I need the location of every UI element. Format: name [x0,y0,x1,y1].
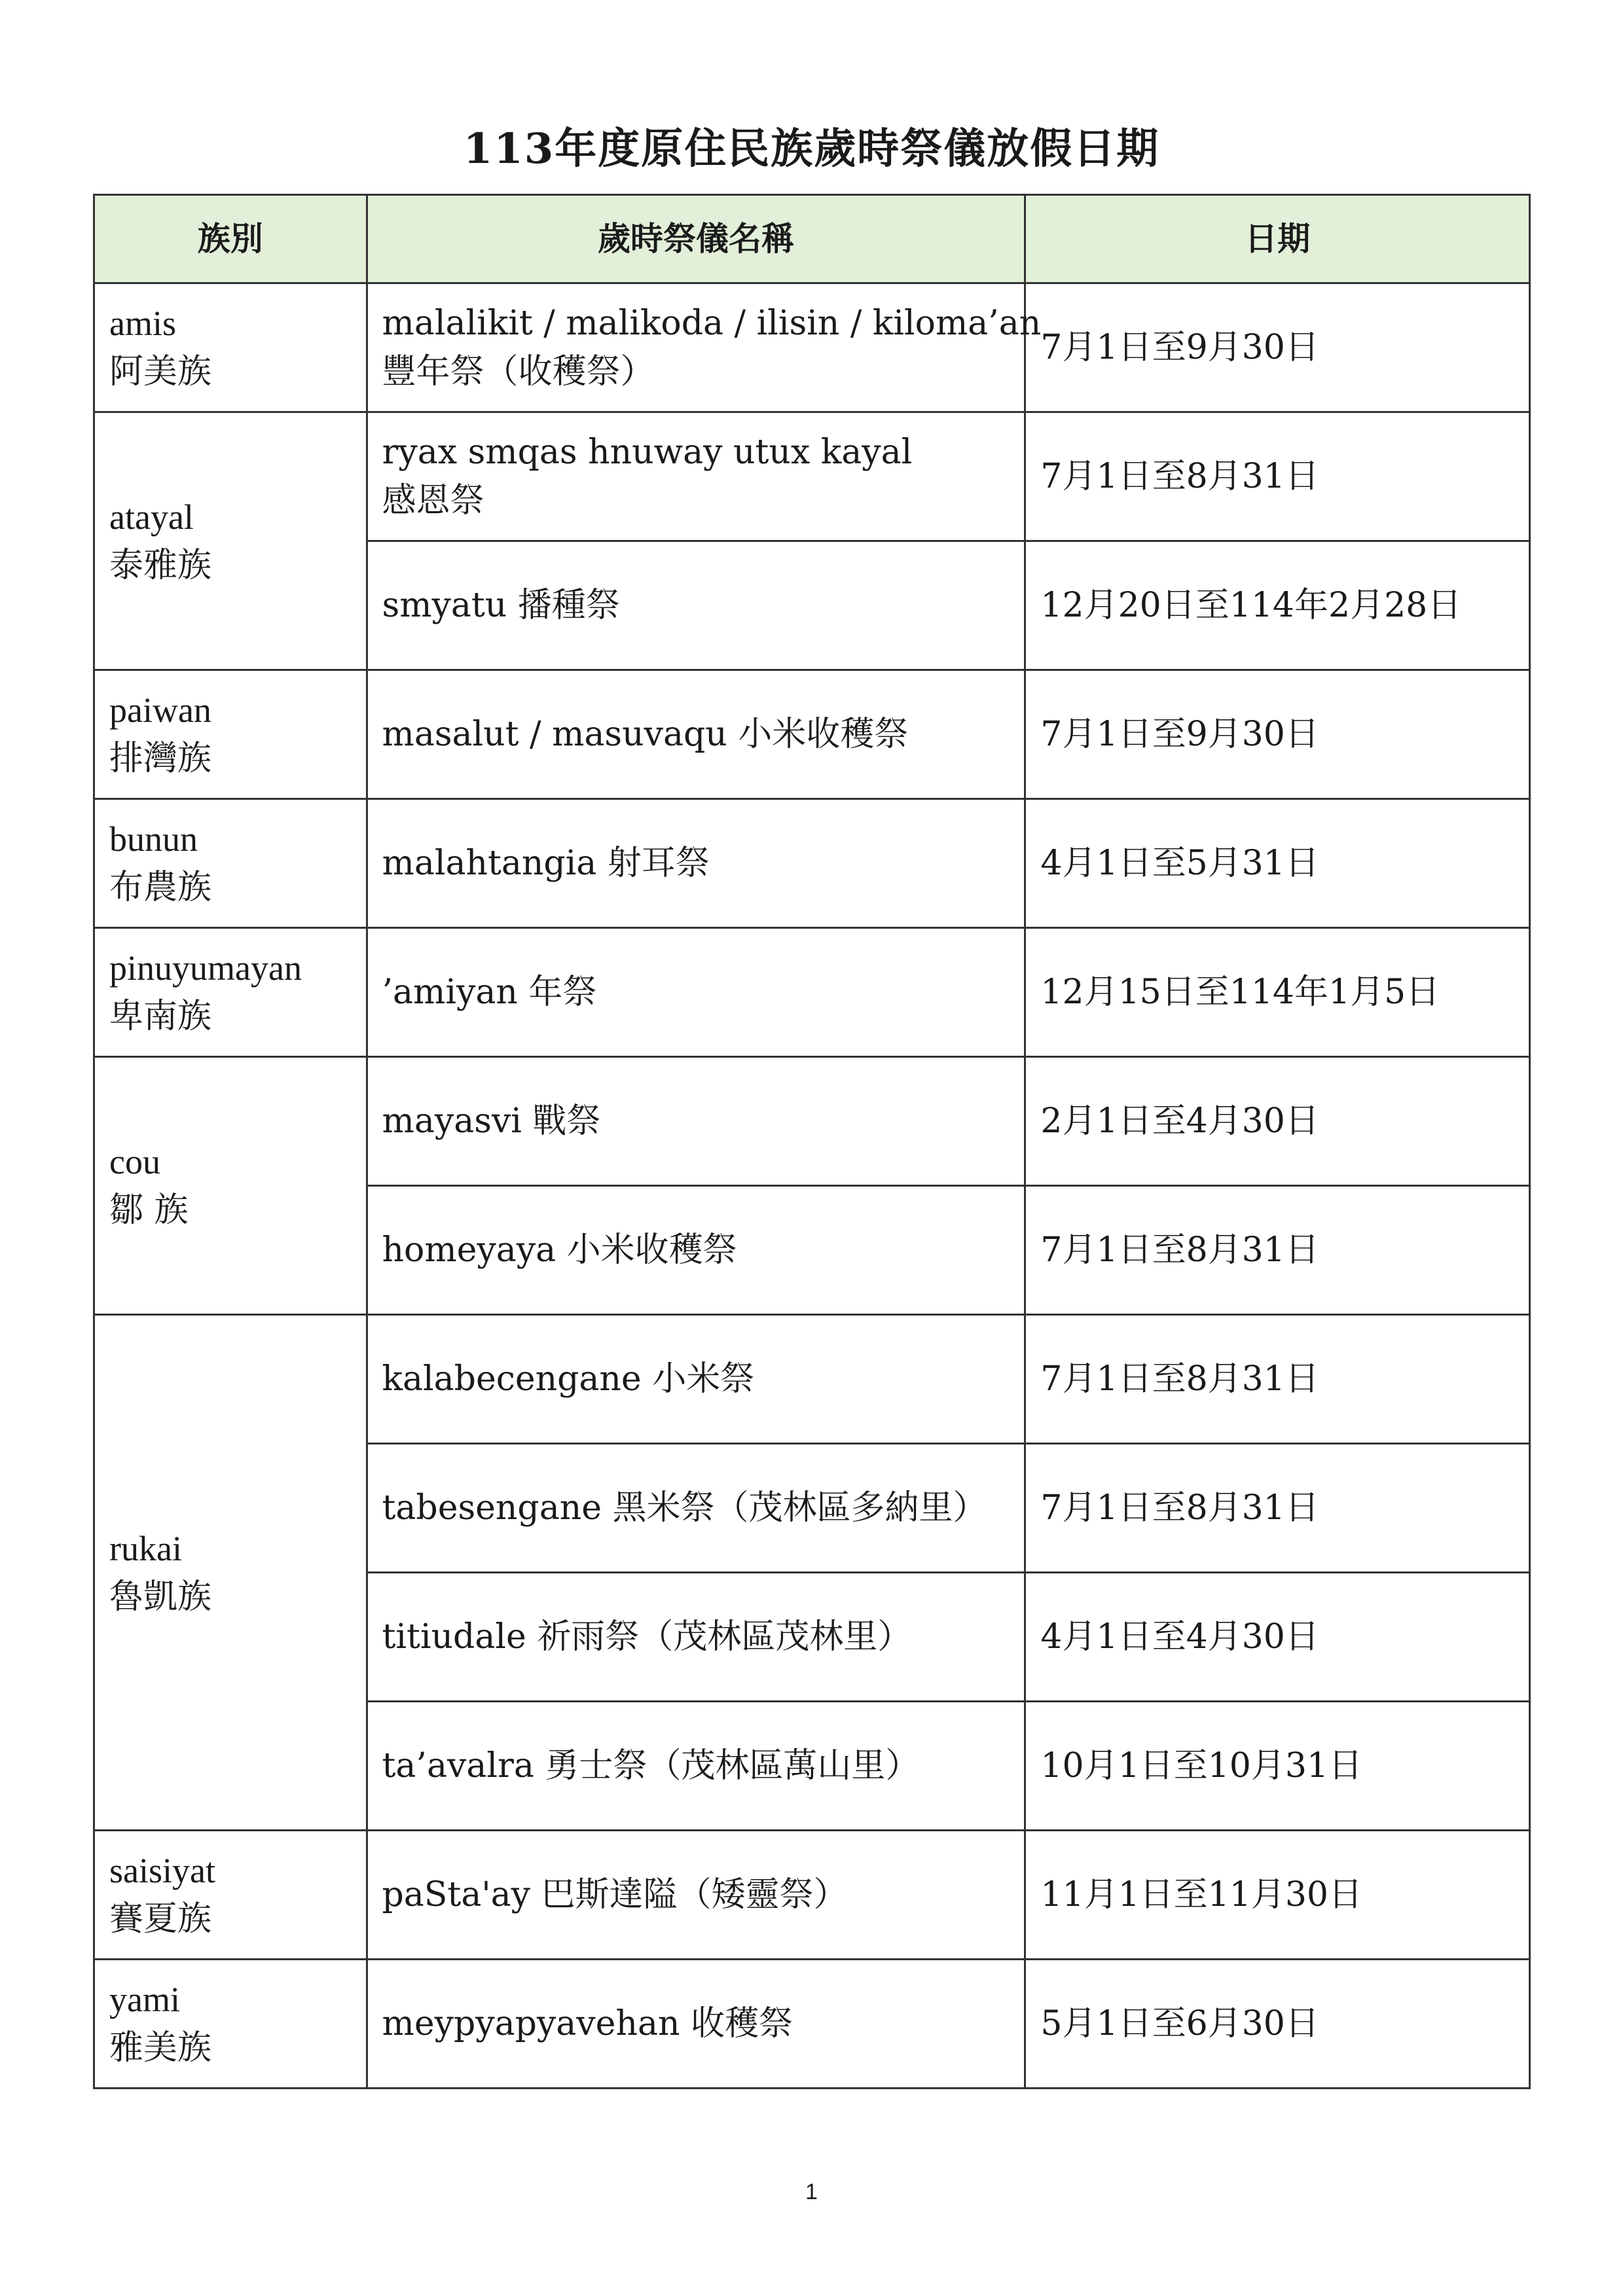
table-row [94,412,1530,541]
ceremony-name-cell [367,1444,1025,1573]
holiday-date-cell: 10月1日至10月31日 [1025,1702,1530,1831]
ceremony-name: titiudale 祈雨祭（茂林區茂林里） [382,1617,912,1657]
holiday-date-cell: 7月1日至9月30日 [1025,283,1530,412]
ceremony-name: smyatu 播種祭 [382,586,620,625]
ceremony-name-cell [367,1831,1025,1960]
tribe-cell [94,928,367,1057]
tribe-name-en: cou [109,1141,160,1181]
page-number: 1 [805,2179,818,2204]
holiday-date-cell: 12月20日至114年2月28日 [1025,541,1530,670]
tribe-name-en: saisiyat [109,1851,215,1890]
ceremony-holiday-table [93,194,1531,2089]
table-row [94,283,1530,412]
ceremony-name: masalut / masuvaqu 小米收穫祭 [382,715,909,754]
tribe-name-zh: 雅美族 [109,2028,212,2068]
holiday-date-cell: 7月1日至9月30日 [1025,670,1530,799]
tribe-name-zh: 泰雅族 [109,545,212,585]
tribe-cell [94,1960,367,2089]
table-row [94,1315,1530,1444]
ceremony-name-cell [367,1057,1025,1186]
header-tribe: 族別 [94,195,367,283]
ceremony-name-zh: 豐年祭（收穫祭） [382,352,655,391]
ceremony-name-cell [367,1315,1025,1444]
holiday-date-cell: 4月1日至4月30日 [1025,1573,1530,1702]
tribe-cell [94,1315,367,1831]
tribe-name-zh: 布農族 [109,868,212,907]
ceremony-name-cell [367,541,1025,670]
ceremony-name-cell [367,1186,1025,1315]
holiday-date-cell: 5月1日至6月30日 [1025,1960,1530,2089]
ceremony-name: kalabecengane 小米祭 [382,1359,755,1399]
tribe-name-zh: 鄒 族 [109,1190,189,1230]
tribe-name-en: pinuyumayan [109,948,302,988]
table-row [94,1057,1530,1186]
table-row [94,670,1530,799]
holiday-date-cell: 7月1日至8月31日 [1025,1186,1530,1315]
ceremony-name: tabesengane 黑米祭（茂林區多納里） [382,1488,987,1528]
ceremony-name: ta’avalra 勇士祭（茂林區萬山里） [382,1746,920,1785]
table-header-row [94,195,1530,283]
ceremony-name-cell [367,412,1025,541]
ceremony-name-cell [367,1573,1025,1702]
ceremony-name-cell [367,1702,1025,1831]
ceremony-name-cell [367,928,1025,1057]
ceremony-name: ’amiyan 年祭 [382,973,597,1012]
ceremony-name: meypyapyavehan 收穫祭 [382,2004,793,2043]
holiday-date-cell: 12月15日至114年1月5日 [1025,928,1530,1057]
table-body [94,283,1530,2089]
tribe-name-en: atayal [109,497,194,537]
ceremony-name: homeyaya 小米收穫祭 [382,1230,737,1270]
table-row [94,1831,1530,1960]
header-ceremony: 歲時祭儀名稱 [367,195,1025,283]
tribe-name-en: yami [109,1980,180,2019]
tribe-name-en: bunun [109,819,198,859]
tribe-name-zh: 魯凱族 [109,1577,212,1617]
holiday-date-cell: 7月1日至8月31日 [1025,412,1530,541]
ceremony-name: paSta'ay 巴斯達隘（矮靈祭） [382,1875,848,1914]
holiday-date-cell: 2月1日至4月30日 [1025,1057,1530,1186]
header-date: 日期 [1025,195,1530,283]
ceremony-name: ryax smqas hnuway utux kayal [382,433,913,472]
tribe-name-zh: 阿美族 [109,352,212,391]
tribe-cell [94,670,367,799]
tribe-name-en: paiwan [109,691,211,730]
holiday-date-cell: 4月1日至5月31日 [1025,799,1530,928]
ceremony-name: malahtangia 射耳祭 [382,844,710,883]
tribe-name-zh: 卑南族 [109,997,212,1036]
tribe-cell [94,1057,367,1315]
tribe-name-en: rukai [109,1528,182,1568]
tribe-cell [94,799,367,928]
tribe-cell [94,283,367,412]
tribe-name-zh: 賽夏族 [109,1899,212,1939]
ceremony-name: malalikit / malikoda / ilisin / kiloma’an [382,304,1042,343]
ceremony-name-cell [367,1960,1025,2089]
holiday-date-cell: 7月1日至8月31日 [1025,1315,1530,1444]
table-row [94,928,1530,1057]
holiday-date-cell: 11月1日至11月30日 [1025,1831,1530,1960]
ceremony-name: mayasvi 戰祭 [382,1102,601,1141]
table-row [94,1960,1530,2089]
ceremony-name-cell [367,799,1025,928]
tribe-cell [94,1831,367,1960]
tribe-name-zh: 排灣族 [109,739,212,778]
holiday-date-cell: 7月1日至8月31日 [1025,1444,1530,1573]
table-row [94,799,1530,928]
ceremony-name-zh: 感恩祭 [382,481,484,520]
tribe-name-en: amis [109,304,176,343]
ceremony-name-cell [367,283,1042,412]
page-title: 113年度原住民族歲時祭儀放假日期 [463,124,1160,173]
ceremony-name-cell [367,670,1025,799]
tribe-cell [94,412,367,670]
